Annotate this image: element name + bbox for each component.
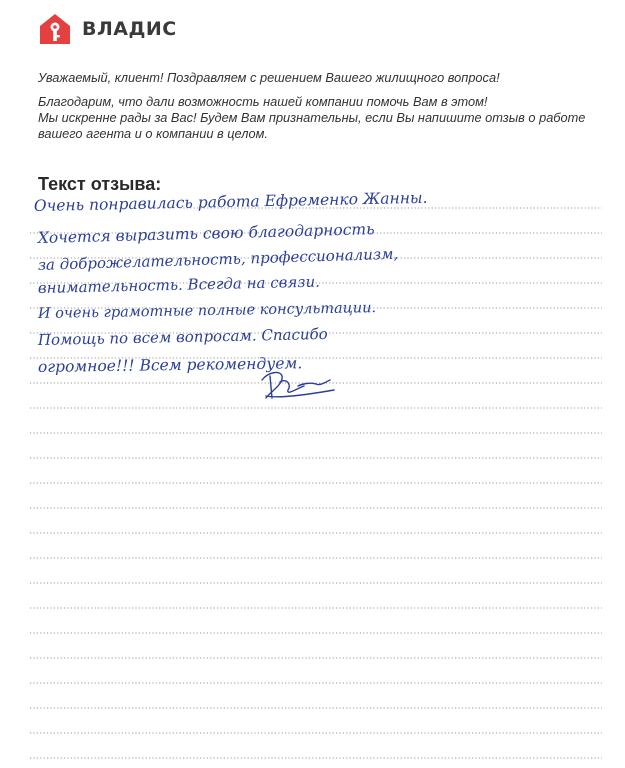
review-title: Текст отзыва: xyxy=(38,174,162,194)
handwritten-line-3: за доброжелательность, профессионализм, xyxy=(37,244,399,274)
handwritten-line-5: И очень грамотные полные консультации. xyxy=(37,300,377,322)
request-line-2: Мы искренне рады за Вас! Будем Вам признательны, если Вы напишите отзыв о работе xyxy=(38,110,586,125)
handwritten-line-4: внимательность. Всегда на связи. xyxy=(37,272,321,297)
signature xyxy=(262,373,334,398)
handwritten-line-1: Очень понравилась работа Ефременко Жанны. xyxy=(33,188,428,215)
handwritten-line-2: Хочется выразить свою благодарность xyxy=(37,220,375,247)
greeting-text: Уважаемый, клиент! Поздравляем с решением Вашего жилищного вопроса! xyxy=(38,70,500,85)
handwritten-line-7: огромное!!! Всем рекомендуем. xyxy=(37,354,303,376)
request-line-3: вашего агента и о компании в целом. xyxy=(38,126,268,141)
request-line-1: Благодарим, что дали возможность нашей компании помочь Вам в этом! xyxy=(38,94,488,109)
brand-name: ВЛАДИС xyxy=(82,18,177,40)
handwritten-line-6: Помощь по всем вопросам. Спасибо xyxy=(37,324,328,349)
